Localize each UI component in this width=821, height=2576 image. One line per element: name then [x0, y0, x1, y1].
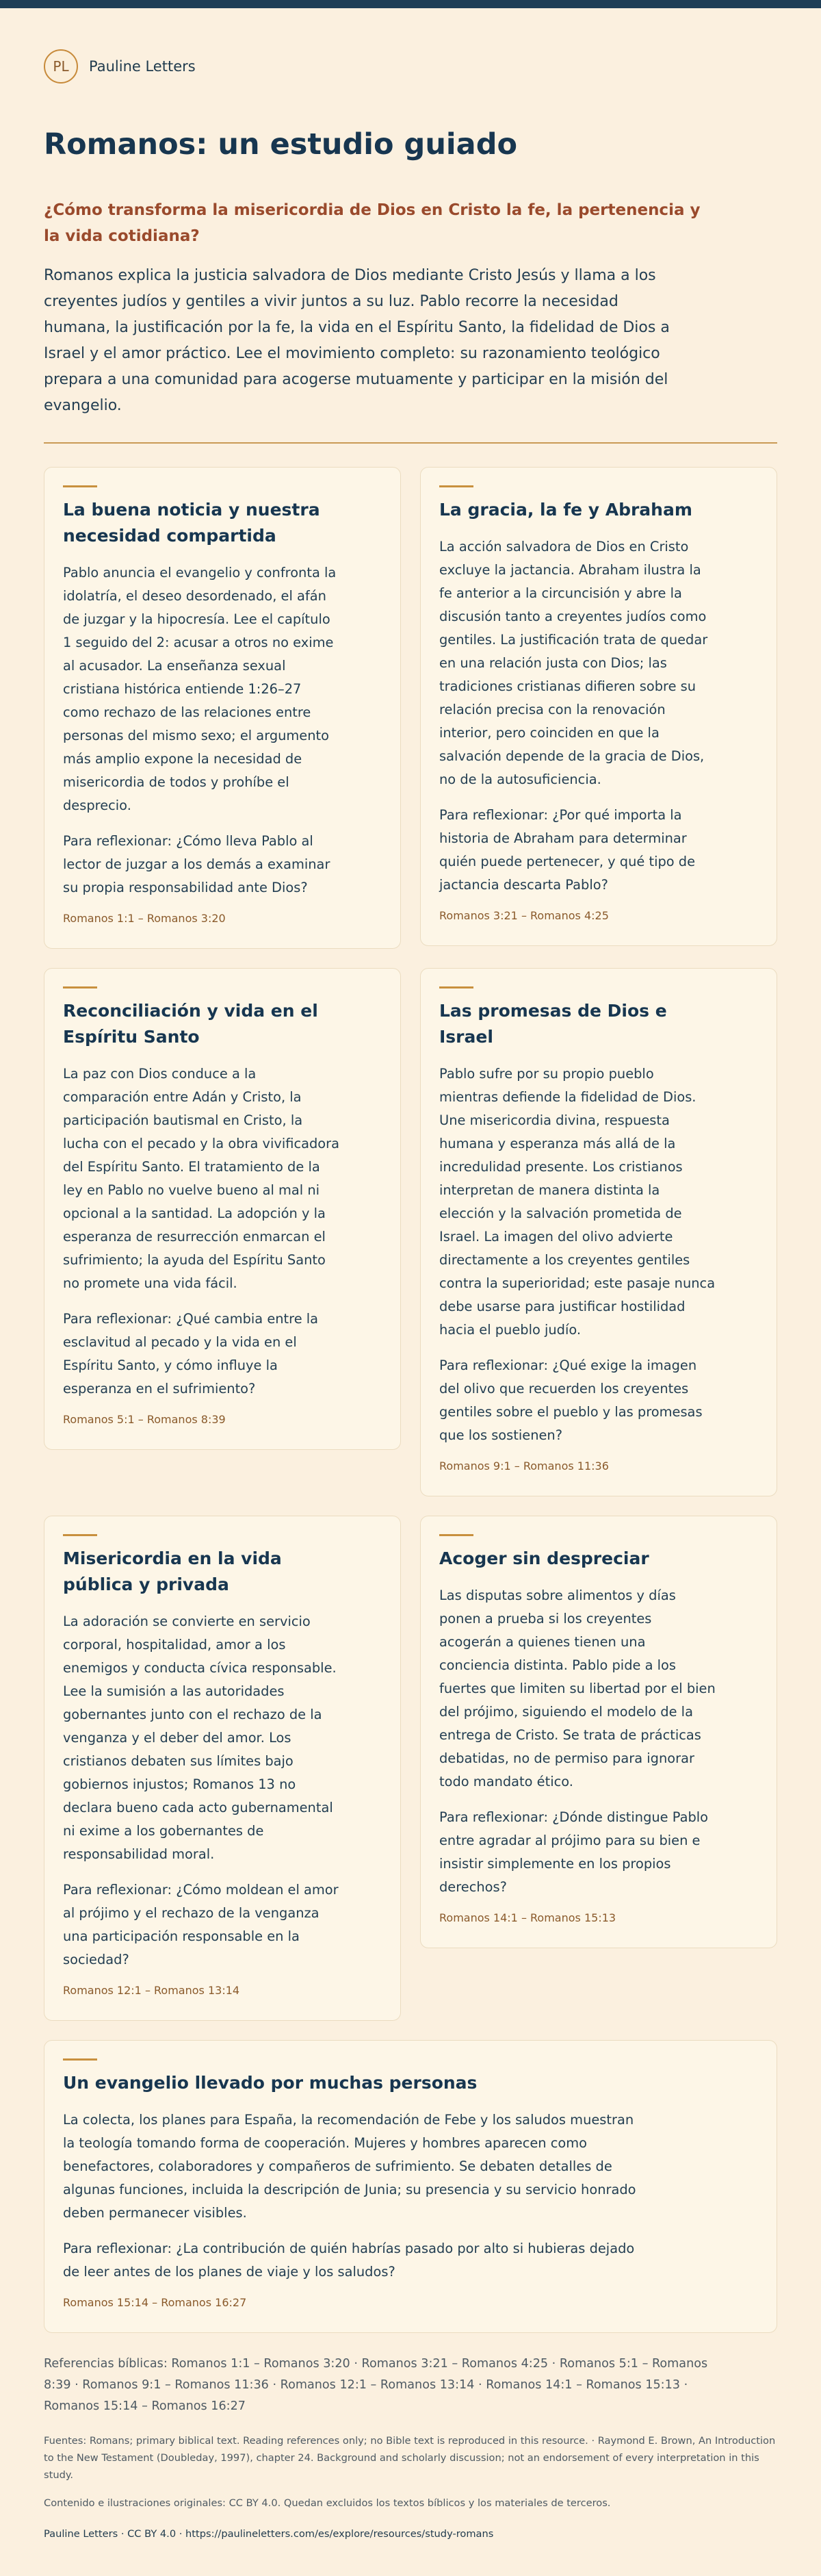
- card-scripture-reference: Romanos 5:1 – Romanos 8:39: [63, 1413, 226, 1426]
- study-card: [44, 1516, 401, 2021]
- card-reflection: Para reflexionar: ¿Cómo moldean el amor al prójimo y el rechazo de la venganza una participación responsable en la sociedad?: [63, 1882, 339, 1967]
- card-body: Pablo anuncia el evangelio y confronta la idolatría, el deseo desordenado, el afán de juzgar y la hipocresía. Lee el capítulo 1 seguido del 2: acusar a otros no exime al acusador. La enseñanza sexual cristiana histórica entiende 1:26–27 como rechazo de las relaciones entre personas del mismo sexo; el argumento más amplio expone la necesidad de misericordia de todos y prohíbe el desprecio.: [63, 565, 337, 813]
- card-scripture-reference: Romanos 3:21 – Romanos 4:25: [439, 909, 609, 922]
- card-accent-line: [63, 485, 97, 487]
- sources-note: Fuentes: Romans; primary biblical text. Reading references only; no Bible text is reproduced in this resource. · Raymond E. Brown, An Introduction to the New Testament (Doubleday, 1997), chapter 24. Background and scholarly discussion; not an endorsement of every interpretation in this study.: [44, 2435, 776, 2481]
- footer-credit-link[interactable]: Pauline Letters · CC BY 4.0 · https://paulineletters.com/es/explore/resources/study-romans: [44, 2528, 494, 2540]
- study-card: [44, 467, 401, 949]
- card-reflection: Para reflexionar: ¿Qué cambia entre la esclavitud al pecado y la vida en el Espíritu Santo, y cómo influye la esperanza en el sufrimiento?: [63, 1311, 319, 1397]
- brand-name[interactable]: Pauline Letters: [89, 58, 196, 75]
- top-accent-bar: [0, 0, 821, 8]
- site-header[interactable]: [44, 8, 777, 84]
- card-accent-line: [63, 986, 97, 989]
- card-title: Acoger sin despreciar: [439, 1548, 649, 1568]
- card-body: Las disputas sobre alimentos y días ponen a prueba si los creyentes acogerán a quienes tienen una conciencia distinta. Pablo pide a los fuertes que limiten su libertad por el bien del prójimo, siguiendo el modelo de la entrega de Cristo. Se trata de prácticas debatidas, no de permiso para ignorar todo mandato ético.: [439, 1587, 716, 1789]
- card-scripture-reference: Romanos 14:1 – Romanos 15:13: [439, 1911, 616, 1924]
- card-accent-line: [439, 1534, 473, 1536]
- study-cards-grid: [44, 467, 777, 2333]
- card-body: La acción salvadora de Dios en Cristo excluye la jactancia. Abraham ilustra la fe anterior a la circuncisión y abre la discusión tanto a creyentes judíos como gentiles. La justificación trata de quedar en una relación justa con Dios; las tradiciones cristianas difieren sobre su relación precisa con la renovación interior, pero coinciden en que la salvación depende de la gracia de Dios, no de la autosuficiencia.: [439, 539, 708, 787]
- bible-references: Referencias bíblicas: Romanos 1:1 – Romanos 3:20 · Romanos 3:21 – Romanos 4:25 · Romanos 5:1 – Romanos 8:39 · Romanos 9:1 – Romanos 11:36 · Romanos 12:1 – Romanos 13:14 · Romanos 14:1 – Romanos 15:13 · Romanos 15:14 – Romanos 16:27: [44, 2357, 708, 2413]
- card-body: La colecta, los planes para España, la recomendación de Febe y los saludos muestran la teología tomando forma de cooperación. Mujeres y hombres aparecen como benefactores, colaboradores y compañeros de sufrimiento. Se debaten detalles de algunas funciones, incluida la descripción de Junia; su presencia y su servicio honrado deben permanecer visibles.: [63, 2112, 636, 2221]
- card-body: La adoración se convierte en servicio corporal, hospitalidad, amor a los enemigos y conducta cívica responsable. Lee la sumisión a las autoridades gobernantes junto con el rechazo de la venganza y el deber del amor. Los cristianos debaten sus límites bajo gobiernos injustos; Romanos 13 no declara bueno cada acto gubernamental ni exime a los gobernantes de responsabilidad moral.: [63, 1614, 337, 1862]
- card-title: La buena noticia y nuestra necesidad compartida: [63, 500, 320, 546]
- page-content: [0, 8, 821, 2567]
- brand-logo[interactable]: PL: [44, 49, 78, 84]
- study-card: [44, 968, 401, 1450]
- card-accent-line: [439, 485, 473, 487]
- card-reflection: Para reflexionar: ¿Qué exige la imagen del olivo que recuerden los creyentes gentiles sobre el pueblo y las promesas que los sostienen?: [439, 1357, 703, 1443]
- page-footer: [44, 2354, 777, 2567]
- license-note: Contenido e ilustraciones originales: CC BY 4.0. Quedan excluidos los textos bíblicos y los materiales de terceros.: [44, 2497, 611, 2509]
- card-body: Pablo sufre por su propio pueblo mientras defiende la fidelidad de Dios. Une misericordia divina, respuesta humana y esperanza más allá de la incredulidad presente. Los cristianos interpretan de manera distinta la elección y la salvación prometida de Israel. La imagen del olivo advierte directamente a los creyentes gentiles contra la superioridad; este pasaje nunca debe usarse para justificar hostilidad hacia el pueblo judío.: [439, 1066, 716, 1338]
- card-title: Reconciliación y vida en el Espíritu Santo: [63, 1001, 318, 1047]
- card-title: Misericordia en la vida pública y privada: [63, 1548, 282, 1594]
- card-reflection: Para reflexionar: ¿La contribución de quién habrías pasado por alto si hubieras dejado de leer antes de los planes de viaje y los saludos?: [63, 2241, 635, 2280]
- study-card: [420, 467, 777, 946]
- card-reflection: Para reflexionar: ¿Dónde distingue Pablo entre agradar al prójimo para su bien e insistir simplemente en los propios derechos?: [439, 1809, 709, 1895]
- card-reflection: Para reflexionar: ¿Por qué importa la historia de Abraham para determinar quién puede pertenecer, y qué tipo de jactancia descarta Pablo?: [439, 807, 696, 893]
- card-accent-line: [63, 2058, 97, 2061]
- page-subtitle: ¿Cómo transforma la misericordia de Dios en Cristo la fe, la pertenencia y la vida cotidiana?: [44, 201, 701, 245]
- card-accent-line: [439, 986, 473, 989]
- card-scripture-reference: Romanos 1:1 – Romanos 3:20: [63, 912, 226, 925]
- section-divider: [44, 442, 777, 444]
- study-card: [420, 968, 777, 1496]
- card-body: La paz con Dios conduce a la comparación entre Adán y Cristo, la participación bautismal en Cristo, la lucha con el pecado y la obra vivificadora del Espíritu Santo. El tratamiento de la ley en Pablo no vuelve bueno al mal ni opcional a la santidad. La adopción y la esperanza de resurrección enmarcan el sufrimiento; la ayuda del Espíritu Santo no promete una vida fácil.: [63, 1066, 340, 1291]
- study-card: [420, 1516, 777, 1948]
- card-accent-line: [63, 1534, 97, 1536]
- card-reflection: Para reflexionar: ¿Cómo lleva Pablo al lector de juzgar a los demás a examinar su propia responsabilidad ante Dios?: [63, 833, 330, 895]
- card-scripture-reference: Romanos 12:1 – Romanos 13:14: [63, 1984, 240, 1997]
- card-title: Un evangelio llevado por muchas personas: [63, 2073, 478, 2093]
- page-intro: Romanos explica la justicia salvadora de Dios mediante Cristo Jesús y llama a los creyentes judíos y gentiles a vivir juntos a su luz. Pablo recorre la necesidad humana, la justificación por la fe, la vida en el Espíritu Santo, la fidelidad de Dios a Israel y el amor práctico. Lee el movimiento completo: su razonamiento teológico prepara a una comunidad para acogerse mutuamente y participar en la misión del evangelio.: [44, 267, 670, 414]
- card-scripture-reference: Romanos 9:1 – Romanos 11:36: [439, 1459, 609, 1472]
- card-title: La gracia, la fe y Abraham: [439, 500, 692, 520]
- study-card: [44, 2040, 777, 2333]
- card-scripture-reference: Romanos 15:14 – Romanos 16:27: [63, 2296, 247, 2309]
- card-title: Las promesas de Dios e Israel: [439, 1001, 667, 1047]
- page-title: Romanos: un estudio guiado: [44, 127, 518, 162]
